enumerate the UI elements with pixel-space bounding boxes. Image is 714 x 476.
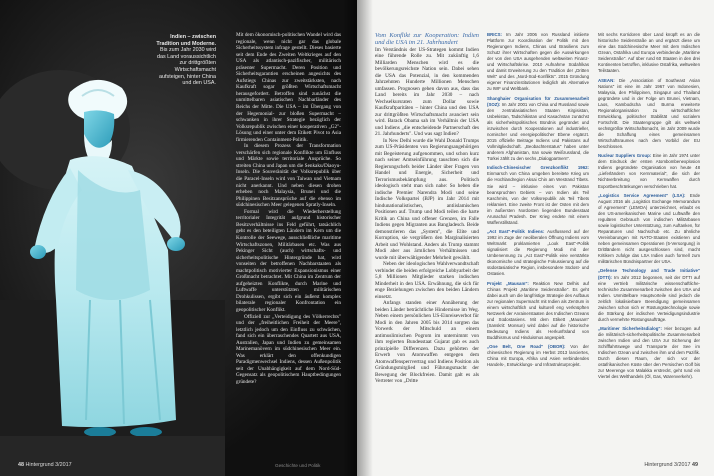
glossary-term: BRICS:	[487, 32, 502, 37]
glossary-text: Im Jahr 2006 von Russland initiierte Plattform zur Koordination der Politik mit den Regierungen Indiens, Chinas und Brasiliens zum Schutz ihrer Wirtschaften gegen die Auswirkungen der von den USA ausgehenden weltweiten Finanz- und Wirtschaftskrise. 2010 Aufnahme Südafrikas und damit Erweiterung zu den Tradition der „Dritten Welt" und des „Nord-Süd-Konflikts". 2015 Gründung eigener Finanzinstitutionen lediglich als Alternative zu IWF und Weltbank.	[487, 32, 589, 92]
page-number: 48	[18, 462, 24, 468]
paragraph: In New Delhi wurde die Wahl Donald Trumps zum US-Präsidenten von Regierungsangehörigen mit Begeisterung aufgenommen, und schon kurz nach seiner Amtseinführung tauschten sich die Regierungschefs beider Länder über Fragen von Handel und Energie, Sicherheit und Terrorismusbekämpfung aus. Politisch ideologisch steht man sich nahe: So heben die indische Premier Narendra Modi und seine Indische Volkspartei (BJP) im Jahr 2014 mit hindunationalistischen, antiislamischen Positionen auf. Trump und Modi teilen die harte Kritik an China und offener Grenzen, im Falle Indiens gegen Migranten aus Bangladesch. Beide demonstrieren das „System", die Elite und Korruption, sie vergrößern den Marginalisierten Arbeit und Wohlstand. Anders als Trump stammt Modi aber aus ärmlichen Verhältnissen und wurde mit überwältigender Mehrheit gewählt.	[375, 137, 479, 261]
glossary-text: Im Jahr 2012 begonnen, seit der DTTI auf eine vertrieb militärische wissenschaftliche-technische Zusammenarbeit zwischen den USA und Indien. Unmittelbare Hauptvorteile sind jedoch die zeitlich lokalisierbare Beendigung gemeinsamen zwischen schon sich er Rüstungstechnologie sowie die Stärkung der indischen Verteidigungsindustrie durch vermehrte Rüstungsaufträge.	[598, 274, 700, 322]
paragraph: Neben der ideologischen Wahlverwandtschaft verbindet die beiden erfolgreiche Lobbyarbeit der 5,8 Millionen Mitglieder starken indischen Minderheit in den USA. Erwähnung, die sich für enge Beziehungen zwischen den beiden Ländern einsetzt.	[375, 261, 479, 300]
glossary-text: Mit sechs Korridoren über Land knüpft es an die historische Seidenstraße an und ergänzt diese um eine das Südchinesische Meer mit dem Indischen Ozean, Ostafrika und Europa verbindende „Maritime Seidenstraße". Auf über rund 60 Staaten in den drei Kontinenten betroffen, inklusive Ostafrika, weltweiten Teilstaaten.	[598, 32, 700, 74]
glossary-entry	[487, 344, 589, 368]
glossary-term: Projekt „Mausam":	[487, 280, 529, 286]
left-text-column	[236, 32, 341, 386]
center-footer: Geschichte und Politik	[275, 463, 321, 468]
magazine-issue: Hintergrund 3/2017	[25, 462, 72, 468]
glossary-term: „Defense Technology and Trade Initiative" (DTTI):	[598, 268, 700, 280]
right-page	[357, 0, 714, 476]
glossary-text: Hier bezogen auf die militärisch-sicherheitspolitische Zusammenarbeit zwischen Indien und den USA zur Sicherung der Schifffahrtswege und Transporte der See im Indischen Ozean und zwischen ihm und dem Pazifik. Durch diesen Raum, der sich vor der ostafrikanischen Küste über den Persischen Golf bis zur Meerenge von Malakka erstreckt, geht rund ein Viertel des Welthandels (Öl, Gas, Warenverkehr).	[598, 326, 700, 380]
glossary-term: „Act East"-Politik Indiens:	[487, 229, 545, 235]
glossary-text: Von der chinesischen Regierung im Herbst 2013 lanciertes, China mit Europa, Afrika und Asien verbindendes Handels-, Entwicklungs- und Infrastrukturprojekt.	[487, 344, 589, 368]
glossary-text: Eine im Jahr 1974 unter dem Eindruck der ersten Atombombenexplosion Indiens gegründete Organisation von heute 48 „Lieferländern von Kernmaterial", die sich der Nichtverbreitung von Kernwaffen durch Exportbeschränkungen verschrieben hat.	[598, 153, 700, 189]
glossary-term: Nuclear Suppliers Group:	[598, 153, 652, 159]
glossary-column-2	[598, 32, 700, 384]
paragraph: Mit dem ökonomisch-politischen Wandel wird das regionale, wenn nicht gar das globale Sicherheitssystem infrage gestellt. Dieses basierte seit dem Ende des Zweiten Weltkrieges auf den USA als atlantisch-pazifischer, militärisch präsenter Supermacht. Deren Position und Sicherheitsgarantien erscheinen angesichts des Aufstiegs Chinas zur zweitstärksten, nach Kaufkraft sogar größten Wirtschaftsmacht herausgefordert. Betroffen sind zunächst die unmittelbaren asiatischen Nachbarländer des Reichs der Mitte. Die USA – im Übergang von der Hegemonial- zur bloßen Supermacht – schwanken in ihrer Strategie bezüglich der Volksrepublik zwischen einer kooperativen „G2"-Lösung und einer unter dem Etikett Pivot to Asia firmierenden Containment-Politik.	[236, 32, 341, 143]
glossary-entry	[598, 193, 700, 266]
glossary-term: Indisch-Chinesischer Grenzkonflikt 1962:	[487, 165, 589, 171]
paragraph: Anfangs standen einer Annäherung der beiden Länder beträchtliche Hindernisse im Weg. Neben einem persönlichen US-Einreiseverbot für Modi in den Jahren 2005 bis 2014 sorgten das Vorwerk der Mitschuld an einem antimuslimischen Pogrom im unternimmt von ihm regierten Bundesstaat Gujarat gab es auch prinzipielle Differenzen. Dazu gehörten der Erwerb von Atomwaffen entgegen dem Atomwaffensperrvertrag und Indiens Position als Gründungsmitglied und Führungsmacht der Bewegung der Blockfreien. Damit galt es als Vertreter von „Dritte	[375, 300, 479, 385]
gutter-shadow	[343, 0, 357, 476]
glossary-entry	[487, 281, 589, 341]
paragraph: Im Verständnis der US-Strategen kommt Indien eine führende Rolle zu. Mit zukünftig 1,6 Milliarden Menschen wird es die bevölkerungsreichste Nation sein. Dabei sehen die USA das Potenzial, in den kommenden Jahrzehnten Hunderte Millionen Menschen umfassen. Prognosen gehen davon aus, dass das Land bereits im Jahr 2030 – nach Wechselkursraten zum Dollar sowie Kaufkraftparitäten – hinter China und den USA zur drittgrößten Wirtschaftsmacht avanciert sein wird. Barack Obama sah im Verhältnis der USA und Indiens „die entscheidende Partnerschaft des 21. Jahrhunderts". Und was sagt Indien?	[375, 46, 479, 138]
left-footer	[18, 462, 72, 468]
glossary-text: Im Jahr 2001 von China und Russland sowie den zentralasiatischen Staaten Kirgisistan, Usbekistan, Tadschikistan und Kasachstan zunächst als sicherheitspolitisches Bündnis gegründet und inzwischen durch Kooperationen auf industrieller, nomischer und energiepolitischer Ebene ergänzt. 2015 offizielle Beitrage Indiens und Pakistans auf Vollmitgliedschaft. „Beobachterstatus" haben unter anderem Afghanistan, Iran sowie Weißrussland, die Türkei zählt zu den sechs „Dialogpartnern".	[487, 101, 589, 162]
caption-title: Indien – zwischen Tradition und Moderne.	[156, 34, 216, 47]
glossary-term: ASEAN:	[598, 77, 615, 83]
paragraph: Formal wird die Wiederherstellung territorialer Integrität aufgrund historischer Besitzverhältnisse ins Feld geführt, tatsächlich geht es den beteiligten Ländern im Kern um die Kontrolle der Seewege, ausschließliche maritime Wirtschaftszonen, Militärbasen etc. Was aus Pekinger Sicht (auch) wirtschafts- und sicherheitspolitische Hintergründe hat, wird vonseiten der betroffenen Nachbarstaaten als machtpolitisch motivierter Expansionismus einer Großmacht betrachtet. Mit China im Zentrum der aufgeheizten Konflikte, durch Marine und Luftwaffe unterstützten militärischen Drohkulissen, ergibt sich ein äußerst komplex bilaterale regionaler Konfrontation ein geopolitischer Konflikt.	[236, 208, 341, 313]
glossary-entry	[487, 32, 589, 92]
gutter-shadow	[357, 0, 373, 476]
glossary-entry	[487, 165, 589, 225]
glossary-entry	[487, 229, 589, 277]
main-text-column	[375, 32, 479, 385]
glossary-term: Shanghaier Organisation für Zusammenarbeit (SOZ):	[487, 95, 589, 107]
glossary-entry	[598, 268, 700, 322]
glossary-entry	[487, 96, 589, 163]
glossary-text: Die „Association of Southeast Asian Nations" ist eine im Jahr 1967 von Indonesien, Malaysia, den Philippinen, Singapur und Thailand gegründete und in der Folge um Brunei, Vietnam, Laos, Kambodscha und Burma erweiterte Regionalorganisation zu wirtschaftlicher Entwicklung, politischer Stabilität und sozialem Fortschritt. Die Staatengruppe gilt als weltweit sechstgrößte Wirtschaftsmacht, im Jahr 2009 wurde die Schaffung eines gemeinsamen Wirtschaftsraumes nach dem Vorbild der EU beschlossen.	[598, 77, 700, 150]
glossary-term: „One Belt, One Road" (OBOR):	[487, 344, 566, 350]
paragraph: In diesem Prozess der Transformation verschärfen sich regionale Konflikte um Einfluss und Märkte sowie territoriale Ansprüche. So streiten China und Japan um die Senkaku/Diaoyu-Inseln. Die Souveränität der Volksrepublik über die Paracel-Inseln wird von Taiwan und Vietnam nicht anerkannt. Und neben diesen drohen erheben noch Malaysia, Brunei und die Philippinen Besitzansprüche auf die ebenso im südchinesischen Meer gelegenen Spratly-Inseln.	[236, 143, 341, 209]
glossary-text: Ausflussend auf der 1992 im Zuge der neoliberalen Öffnung Indiens vom Weltmarkt proklamierten „Look East"-Politik signalisiert die Regierung Modi mit der Umbenennung zu „Act East"-Politik eine verstärkte ökonomische und strategische Fokussierung auf die südostasiatische Region, insbesondere Südost- und Ostasien.	[487, 229, 589, 277]
glossary-term: „Logistics Service Agreement" (LSA):	[598, 192, 686, 198]
glossary-text: Ende August 2016 als „Logistics Exchange Memorandum of Agreement" (LEMOA) unterzeichnet, erlaubt es den US-amerikanischen Marine und Luftwaffe den regulären Gebrauch von indischen Militärbasen sowie logistischer Unterstützung, zum Auftanken, für Reparaturen und Nachschub etc. Zu ähnliche Vereinbarungen mit NATO-Staaten existieren und neben gemeinsamen Operationen (5-Versorgung) in Drittländern nicht ausgeschlossen sind, macht Kritikern zufolge das LSA Indien auch formell zum militärischen Bündnispartner der USA.	[598, 192, 700, 265]
paragraph: Offiziell zur „Verteidigung des Völkerrechts" und der „freiheitlichen Freiheit der Meere", letztlich jedoch um den Einfluss zu schwächen, fand sich ein überraschendes Quartett aus USA, Australien, Japan und Indien zu gemeinsamen Marinemanövern im südchinesischen Meer ein. Was erklärt den offenkundigen Paradigmenwechsel Indiens, dessen Außenpolitik seit der Unabhängigkeit auf dem Nord-Süd-Gegensatz als geopolitischem Hauptbedingungen gründete?	[236, 313, 341, 385]
glossary-term: „Maritimer Sicherheitsdialog":	[598, 326, 662, 332]
glossary-entry	[598, 32, 700, 74]
glossary-text: Einmarsch von China umgeben bereitete Krieg um die Hochlandregion Aksai Chin am Westrand Tibets. Sie wird – inklusive eines von Pakistan beanspruchten Gebiets – von Indien als Teil Kaschmirs, von der Volksrepublik als Teil Tibets reklamiert. Eine zweite Front ist der Osten mit dem im äußersten Nordosten liegenden Bundesstaat Arunachal Pradesh. Der Krieg endete mit einem Waffenstillstand.	[487, 171, 589, 225]
glossary-entry	[598, 78, 700, 151]
photo-caption	[150, 34, 216, 87]
glossary-entry	[598, 153, 700, 189]
caption-body: Bis zum Jahr 2030 wird das Land voraussichtlich zur drittgrößten Wirtschaftsmacht aufsteigen, hinter China und den USA.	[156, 47, 216, 87]
glossary-text: Reaktion New Delhis auf Chinas Projekt „Maritime Seidenstraße". Es geht dabei auch um die langfristige Strategie des Aufbaus zur regionalen Supermacht mit Indien als Zentrum in einem wirtschaftlich und kulturell eng verknüpften Netzwerk der Anrainerstaaten des Indischen Ozeans und Südostasiens. Mit dem Etikett „Mausam" (Sanskrit: Monsun) wird dabei auf die historische Bedeutung Indiens als Herkunftsland von Buddhismus und Hinduismus angespielt.	[487, 280, 589, 340]
magazine-issue: Hintergrund 3/2017	[644, 462, 691, 468]
glossary-column-1	[487, 32, 589, 372]
page-number: 49	[692, 462, 698, 468]
right-footer	[644, 462, 698, 468]
section-headline: Vom Konflikt zur Kooperation: Indien und die USA im 21. Jahrhundert	[375, 32, 479, 47]
glossary-entry	[598, 326, 700, 380]
